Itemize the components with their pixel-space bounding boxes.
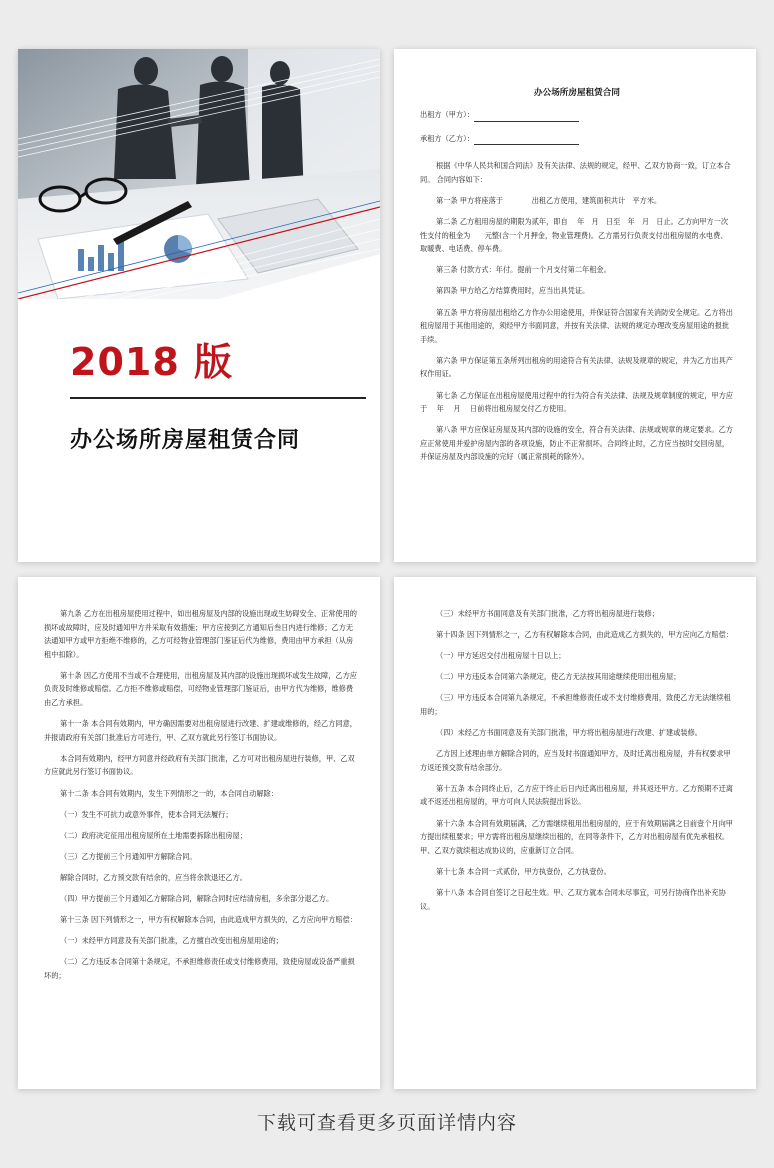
contract-paragraph: 第十四条 因下列情形之一，乙方有权解除本合同，由此造成乙方损失的，甲方应向乙方赔偿：: [436, 630, 733, 640]
contract-paragraph: （三）甲方违反本合同第九条规定，不承担维修责任或不支付维修费用，致使乙方无法继续租用的；: [420, 693, 731, 716]
contract-paragraph: 第十八条 本合同自签订之日起生效。甲、乙双方就本合同未尽事宜，可另行协商作出补充协议。: [420, 887, 726, 911]
contract-paragraph: 第十七条 本合同一式贰份，甲方执壹份，乙方执壹份。: [436, 866, 611, 876]
contract-paragraph: （三）乙方提前三个月通知甲方解除合同。: [60, 851, 197, 861]
contract-paragraph: （四）未经乙方书面同意及有关部门批准，甲方将出租房屋进行改建、扩建或装修。: [436, 728, 702, 738]
lessee-label: 承租方（乙方）：: [420, 133, 474, 143]
lessor-blank: [474, 112, 579, 122]
contract-body-2: [44, 607, 358, 990]
contract-paragraph: （二）甲方违反本合同第六条规定，使乙方无法按其用途继续使用出租房屋；: [436, 672, 681, 682]
contract-paragraph: 第十六条 本合同有效期届满，乙方需继续租用出租房屋的，应于有效期届满之日前壹个月向甲方提出续租要求；甲方需将出租房屋继续出租的，在同等条件下，乙方对出租房屋有优先承租权。甲、乙双方就续租达成协议的，应重新订立合同。: [420, 818, 733, 855]
contract-paragraph: 第十二条 本合同有效期内，发生下列情形之一的，本合同自动解除：: [60, 788, 278, 798]
lessor-label: 出租方（甲方）：: [420, 110, 474, 120]
contract-paragraph: 第七条 乙方保证在出租房屋使用过程中的行为符合有关法律、法规及规章制度的规定，甲方应于 年 月 日前将出租房屋交付乙方使用。: [420, 390, 733, 414]
contract-paragraph: （一）甲方延迟交付出租房屋十日以上；: [436, 651, 566, 661]
contract-paragraph: 第一条 甲方将座落于 出租乙方使用，建筑面积共计 平方米。: [436, 195, 662, 205]
cover-divider: [70, 397, 366, 399]
lessee-blank: [474, 135, 579, 145]
contract-body-3: [420, 607, 734, 921]
download-hint: 下载可查看更多页面详情内容: [256, 1112, 517, 1134]
contract-paragraph: 第四条 甲方给乙方结算费用时，应当出具凭证。: [436, 286, 590, 296]
contract-paragraph: 乙方因上述理由单方解除合同的，应当及时书面通知甲方，及时迁离出租房屋，并有权要求甲方返还预交款有结余部分。: [420, 749, 731, 772]
lessee-line: [420, 132, 734, 146]
contract-paragraph: （三）未经甲方书面同意及有关部门批准，乙方将出租房屋进行装修；: [436, 609, 659, 618]
contract-paragraph: 第六条 甲方保证第五条所列出租房的用途符合有关法律、法规及规章的规定，并为乙方出具产权作用证。: [420, 355, 733, 379]
contract-title: 办公场所房屋租赁合同: [534, 88, 620, 98]
contract-paragraph: 第九条 乙方在出租房屋使用过程中，如出租房屋及内部的设施出现或生妨碍安全、正常使用的损坏或故障时，应及时通知甲方并采取有效措施；甲方应接到乙方通知后叁日内进行维修；乙方无法通知甲方或甲方拒绝不维修的，乙方可经物业管理部门鉴证后代为维修，费用由甲方承担（从房租中扣除）。: [44, 609, 357, 659]
contract-page-3: [394, 577, 756, 1089]
contract-paragraph: 本合同有效期内，经甲方同意并经政府有关部门批准，乙方可对出租房屋进行装修，甲、乙双方应就此另行签订书面协议。: [44, 753, 355, 777]
contract-paragraph: （二）乙方违反本合同第十条规定，不承担维修责任或支付维修费用，致使房屋或设备严重损坏的；: [44, 957, 355, 980]
contract-paragraph: （一）发生不可抗力或意外事件，使本合同无法履行；: [60, 809, 233, 819]
cover-page: [18, 49, 380, 562]
contract-paragraph: 第十一条 本合同有效期内，甲方确因需要对出租房屋进行改建、扩建或维修的，经乙方同意，并报请政府有关部门批准后方可进行，甲、乙双方就此另行签订书面协议。: [44, 719, 357, 742]
contract-paragraph: 第三条 付款方式：年付。提前一个月支付第二年租金。: [436, 265, 611, 275]
business-meeting-photo: [18, 49, 380, 299]
contract-paragraph: （二）政府决定征用出租房屋所在土地需要拆除出租房屋；: [60, 830, 247, 840]
contract-paragraph: （一）未经甲方同意及有关部门批准，乙方擅自改变出租房屋用途的；: [60, 936, 283, 946]
contract-paragraph: 第八条 甲方应保证房屋及其内部的设施的安全，符合有关法律、法规或规章的规定要求。乙方应正常使用并爱护房屋内部的各项设施，防止不正常损坏。合同终止时，乙方应当按时交回房屋，并保证房屋及内部设施的完好（属正常损耗的除外）。: [420, 425, 733, 462]
contract-paragraph: 根据《中华人民共和国合同法》及有关法律、法规的规定，经甲、乙双方协商一致，订立本合同。 合同内容如下：: [420, 161, 731, 184]
contract-paragraph: 第五条 甲方将房屋出租给乙方作办公用途使用，并保证符合国家有关消防安全规定。乙方将出租房屋用于其他用途的，须经甲方书面同意，并按有关法律、法规的规定办理改变房屋用途的报批手续。: [420, 307, 733, 344]
contract-page-2: [18, 577, 380, 1089]
cover-year: 2018 版: [70, 340, 233, 384]
cover-title: 办公场所房屋租赁合同: [70, 428, 301, 453]
contract-paragraph: （四）甲方提前三个月通知乙方解除合同，解除合同时应结清房租，多余部分退乙方。: [60, 894, 334, 903]
lessor-line: [420, 108, 734, 122]
contract-paragraph: 第十三条 因下列情形之一，甲方有权解除本合同，由此造成甲方损失的，乙方应向甲方赔偿：: [60, 915, 357, 925]
contract-paragraph: 第十条 因乙方使用不当或不合理使用，出租房屋及其内部的设施出现损坏或发生故障，乙方应负责及时维修或赔偿。乙方拒不维修或赔偿，可经物业管理部门鉴证后，由甲方代为维修，维修费由乙方承担。: [44, 670, 357, 708]
contract-paragraph: 解除合同时，乙方预交款有结余的，应当将余款退还乙方。: [60, 872, 247, 882]
contract-paragraph: 第二条 乙方租用房屋的期限为贰年，即自 年 月 日至 年 月 日止。乙方向甲方一次性支付的租金为 元整(含一个月押金，物业管理费)。乙方需另行负责支付出租房屋的水电费、取暖费、电话费、停车费。: [420, 217, 729, 254]
contract-body-1: [420, 87, 734, 471]
contract-page-1: [394, 49, 756, 562]
contract-paragraph: 第十五条 本合同终止后，乙方应于终止后日内迁离出租房屋，并其返还甲方。乙方预期不迁离或不返还出租房屋的，甲方可向人民法院提出诉讼。: [420, 783, 733, 807]
